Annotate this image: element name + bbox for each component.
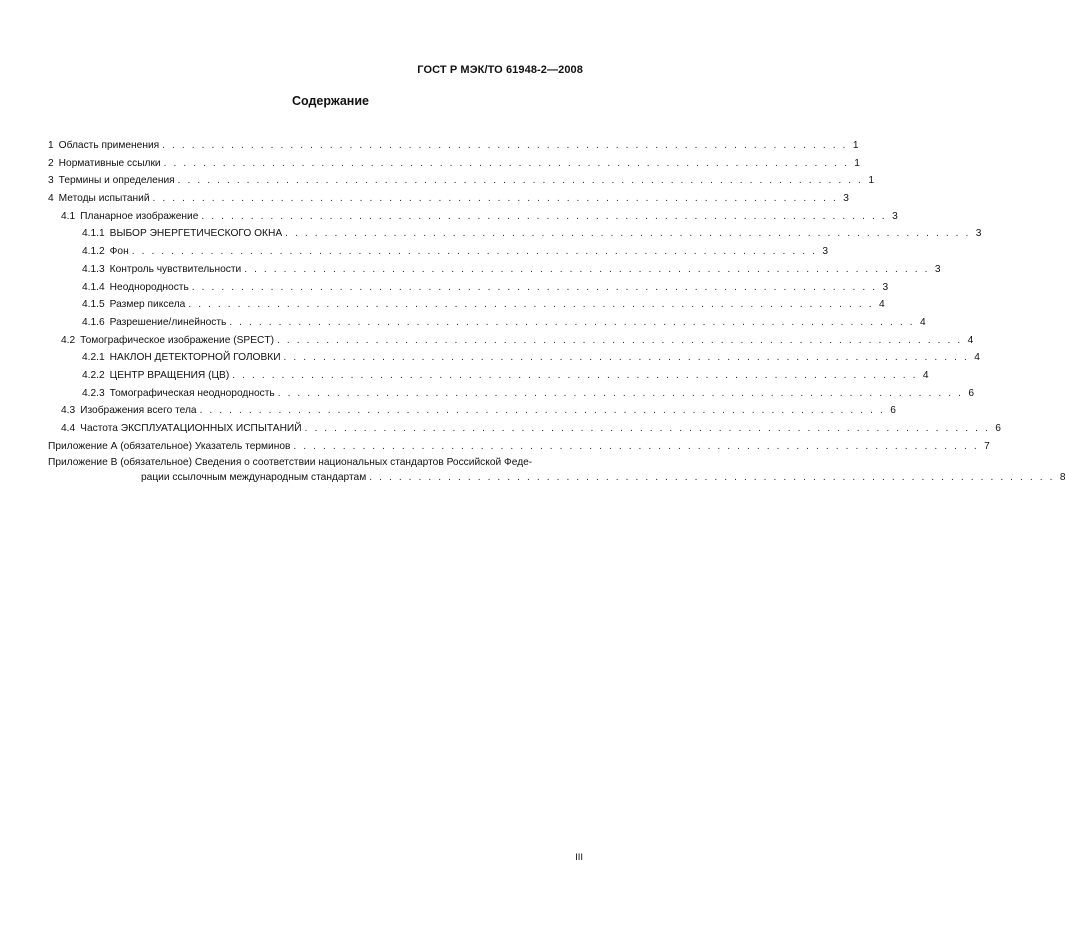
toc-entry-page: 1 xyxy=(854,157,860,169)
toc-entry-label: Разрешение/линейность xyxy=(109,316,227,328)
toc-entry-page: 4 xyxy=(919,316,926,328)
toc-entry[interactable] xyxy=(48,172,874,190)
toc-entry-number: 4.1.4 xyxy=(82,281,105,293)
toc-entry[interactable] xyxy=(48,314,926,332)
toc-entry[interactable] xyxy=(48,332,974,350)
toc-entry-label: Частота ЭКСПЛУАТАЦИОННЫХ ИСПЫТАНИЙ xyxy=(80,423,302,434)
toc-entry-label: Область применения xyxy=(58,140,160,151)
toc-appendix-b[interactable] xyxy=(48,455,583,470)
toc-dot-leader: . . . . . . . . . . . . . . . . . . . . . . . . . . . . . . . . . . . . . . . . . . . . . . . . . . . . . . . . . . . . . . . . . . . . . . xyxy=(276,334,963,346)
toc-appendix-label: Приложение А (обязательное) Указатель терминов xyxy=(48,440,291,452)
toc-entry[interactable] xyxy=(48,190,849,208)
toc-entry-page: 3 xyxy=(892,210,898,222)
toc-entry-label: НАКЛОН ДЕТЕКТОРНОЙ ГОЛОВКИ xyxy=(109,352,281,364)
toc-entry[interactable] xyxy=(48,155,860,173)
toc-entry-label: ВЫБОР ЭНЕРГЕТИЧЕСКОГО ОКНА xyxy=(109,228,283,240)
toc-entry-label: Планарное изображение xyxy=(80,210,199,222)
toc-entry[interactable] xyxy=(48,296,885,314)
toc-entry-label: Нормативные ссылки xyxy=(58,157,161,169)
toc-entry-number: 4.2.1 xyxy=(82,352,105,364)
toc-entry-page: 3 xyxy=(843,193,849,205)
toc-entry-number: 3 xyxy=(48,175,54,187)
toc-entry-label: Изображения всего тела xyxy=(80,405,197,417)
toc-entry-page: 1 xyxy=(868,175,874,187)
toc-dot-leader: . . . . . . . . . . . . . . . . . . . . . . . . . . . . . . . . . . . . . . . . . . . . . . . . . . . . . . . . . . . . . . . . . . . . . . xyxy=(131,246,818,258)
toc-entry-label: Фон xyxy=(109,246,129,258)
toc-entry-label: ЦЕНТР ВРАЩЕНИЯ (ЦВ) xyxy=(109,369,230,381)
toc-entry-page: 3 xyxy=(822,246,829,258)
toc-dot-leader: . . . . . . . . . . . . . . . . . . . . . . . . . . . . . . . . . . . . . . . . . . . . . . . . . . . . . . . . . . . . . . . . . . . . . . xyxy=(177,175,863,187)
toc-entry-number: 1 xyxy=(48,140,54,151)
toc-entry-page: 4 xyxy=(922,369,929,381)
toc-entry-number: 2 xyxy=(48,157,54,169)
toc-dot-leader: . . . . . . . . . . . . . . . . . . . . . . . . . . . . . . . . . . . . . . . . . . . . . . . . . . . . . . . . . . . . . . . . . . . . . . xyxy=(369,472,1055,484)
toc-entry-page: 4 xyxy=(967,334,974,346)
toc-dot-leader: . . . . . . . . . . . . . . . . . . . . . . . . . . . . . . . . . . . . . . . . . . . . . . . . . . . . . . . . . . . . . . . . . . . . . . xyxy=(293,440,979,452)
toc-entry[interactable] xyxy=(48,385,975,403)
toc-dot-leader: . . . . . . . . . . . . . . . . . . . . . . . . . . . . . . . . . . . . . . . . . . . . . . . . . . . . . . . . . . . . . . . . . . . . . . xyxy=(163,157,849,169)
toc-entry-label: Размер пиксела xyxy=(109,299,186,311)
toc-entry[interactable] xyxy=(48,279,889,297)
toc-dot-leader: . . . . . . . . . . . . . . . . . . . . . . . . . . . . . . . . . . . . . . . . . . . . . . . . . . . . . . . . . . . . . . . . . . . . . . xyxy=(188,299,874,311)
toc-dot-leader: . . . . . . . . . . . . . . . . . . . . . . . . . . . . . . . . . . . . . . . . . . . . . . . . . . . . . . . . . . . . . . . . . . . . . . xyxy=(229,316,915,328)
toc-entry-number: 4.1.3 xyxy=(82,263,105,275)
toc-entry-page: 6 xyxy=(968,387,975,399)
toc-entry-label: Томографическая неоднородность xyxy=(109,387,275,399)
toc-entry[interactable] xyxy=(48,137,859,155)
toc-entry-number: 4.1 xyxy=(61,210,76,222)
toc-dot-leader: . . . . . . . . . . . . . . . . . . . . . . . . . . . . . . . . . . . . . . . . . . . . . . . . . . . . . . . . . . . . . . . . . . . . . . xyxy=(304,423,990,434)
toc-entry[interactable] xyxy=(48,349,980,367)
toc-entry-number: 4.2.2 xyxy=(82,369,105,381)
toc-entry[interactable] xyxy=(48,420,1001,438)
toc-entry-page: 3 xyxy=(882,281,889,293)
toc-entry-number: 4.3 xyxy=(61,405,76,417)
toc-dot-leader: . . . . . . . . . . . . . . . . . . . . . . . . . . . . . . . . . . . . . . . . . . . . . . . . . . . . . . . . . . . . . . . . . . . . . . xyxy=(201,210,887,222)
toc-entry-page: 7 xyxy=(984,440,990,452)
toc-entry-number: 4 xyxy=(48,193,54,205)
toc-dot-leader: . . . . . . . . . . . . . . . . . . . . . . . . . . . . . . . . . . . . . . . . . . . . . . . . . . . . . . . . . . . . . . . . . . . . . . xyxy=(162,140,848,151)
toc-dot-leader: . . . . . . . . . . . . . . . . . . . . . . . . . . . . . . . . . . . . . . . . . . . . . . . . . . . . . . . . . . . . . . . . . . . . . . xyxy=(191,281,878,293)
toc-appendix-label: рации ссылочным международным стандартам xyxy=(141,472,367,484)
toc-entry-page: 6 xyxy=(995,423,1001,434)
toc-entry-page: 3 xyxy=(934,263,941,275)
toc-entry[interactable] xyxy=(48,243,829,261)
toc-dot-leader: . . . . . . . . . . . . . . . . . . . . . . . . . . . . . . . . . . . . . . . . . . . . . . . . . . . . . . . . . . . . . . . . . . . . . . xyxy=(277,387,964,399)
toc-entry-page: 6 xyxy=(890,405,896,417)
toc-dot-leader: . . . . . . . . . . . . . . . . . . . . . . . . . . . . . . . . . . . . . . . . . . . . . . . . . . . . . . . . . . . . . . . . . . . . . . xyxy=(283,352,969,364)
toc-entry-number: 4.1.1 xyxy=(82,228,105,240)
toc-appendix-label: Приложение В (обязательное) Сведения о соответствии национальных стандартов Российской Феде- xyxy=(48,457,533,469)
toc-entry[interactable] xyxy=(48,261,941,279)
toc-entry-page: 3 xyxy=(975,228,982,240)
toc-appendix-b-continued[interactable] xyxy=(48,470,1066,485)
document-code: ГОСТ Р МЭК/ТО 61948-2—2008 xyxy=(417,64,583,76)
toc-dot-leader: . . . . . . . . . . . . . . . . . . . . . . . . . . . . . . . . . . . . . . . . . . . . . . . . . . . . . . . . . . . . . . . . . . . . . . xyxy=(232,369,918,381)
toc-entry[interactable] xyxy=(48,208,898,226)
toc-entry[interactable] xyxy=(48,402,896,420)
page-number: III xyxy=(575,852,583,863)
toc-dot-leader: . . . . . . . . . . . . . . . . . . . . . . . . . . . . . . . . . . . . . . . . . . . . . . . . . . . . . . . . . . . . . . . . . . . . . . xyxy=(199,405,885,417)
toc-entry-label: Контроль чувствительности xyxy=(109,263,242,275)
toc-entry[interactable] xyxy=(48,225,982,243)
toc-entry-number: 4.4 xyxy=(61,423,76,434)
toc-appendix-a[interactable] xyxy=(48,438,990,456)
toc-entry-label: Неоднородность xyxy=(109,281,189,293)
toc-entry-label: Методы испытаний xyxy=(58,193,150,205)
toc-dot-leader: . . . . . . . . . . . . . . . . . . . . . . . . . . . . . . . . . . . . . . . . . . . . . . . . . . . . . . . . . . . . . . . . . . . . . . xyxy=(244,263,930,275)
toc-entry-number: 4.1.5 xyxy=(82,299,105,311)
toc-dot-leader: . . . . . . . . . . . . . . . . . . . . . . . . . . . . . . . . . . . . . . . . . . . . . . . . . . . . . . . . . . . . . . . . . . . . . . xyxy=(152,193,838,205)
toc-dot-leader: . . . . . . . . . . . . . . . . . . . . . . . . . . . . . . . . . . . . . . . . . . . . . . . . . . . . . . . . . . . . . . . . . . . . . . xyxy=(285,228,971,240)
table-of-contents xyxy=(48,137,1066,485)
toc-entry-page: 8 xyxy=(1059,472,1066,484)
toc-entry-number: 4.2 xyxy=(61,334,76,346)
toc-entry-page: 1 xyxy=(852,140,859,151)
toc-entry-number: 4.1.2 xyxy=(82,246,105,258)
toc-entry-label: Термины и определения xyxy=(58,175,175,187)
toc-entry-number: 4.1.6 xyxy=(82,316,105,328)
toc-entry-page: 4 xyxy=(878,299,885,311)
toc-entry-label: Томографическое изображение (SPECT) xyxy=(80,334,274,346)
toc-entry-page: 4 xyxy=(974,352,980,364)
toc-entry[interactable] xyxy=(48,367,929,385)
page-title: Содержание xyxy=(291,94,369,108)
toc-entry-number: 4.2.3 xyxy=(82,387,105,399)
